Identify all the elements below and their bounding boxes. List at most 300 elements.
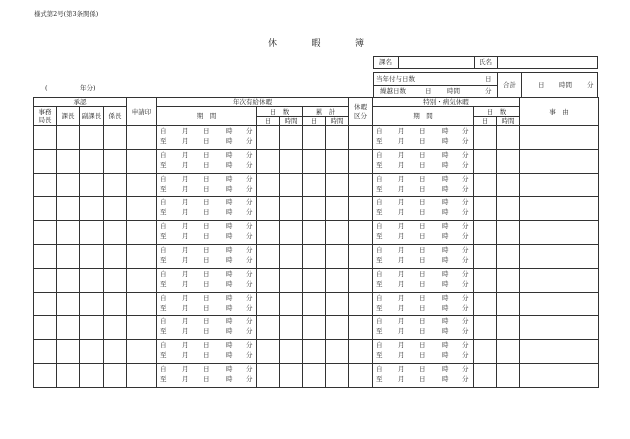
annual-period-cell-to-text: 分 (246, 351, 253, 360)
approval-cell-chief (57, 340, 80, 364)
special-period-cell-from-text: 日 (419, 364, 426, 373)
cumulative-hours-cell (326, 149, 349, 173)
annual-period-cell-to-text: 至 (160, 160, 167, 169)
annual-period-cell-to-text: 月 (182, 184, 189, 193)
approval-header: 承認 (34, 98, 127, 107)
special-period-cell-from-text: 時 (442, 127, 449, 135)
annual-period-cell-to-text: 日 (203, 374, 210, 383)
table-row (34, 363, 599, 387)
total-minute-unit: 分 (587, 81, 594, 89)
special-period-cell (373, 173, 474, 197)
cumulative-days-cell (303, 268, 326, 292)
cumulative-hours-cell (326, 126, 349, 150)
approval-cell-chief (57, 149, 80, 173)
special-period-cell-lines (373, 340, 473, 362)
annual-period-cell-from-text: 時 (226, 269, 233, 278)
special-period-cell-from-line (373, 342, 473, 349)
special-period-cell-from-text: 時 (442, 198, 449, 207)
special-period-cell-to-line (373, 352, 473, 359)
application-seal-header: 申請印 (127, 98, 157, 126)
annual-period-cell-from-line (157, 318, 256, 325)
approval-cell-deputy (80, 221, 104, 245)
annual-period-cell-from-text: 月 (182, 341, 189, 350)
annual-period-cell-from-text: 時 (226, 174, 233, 183)
annual-period-cell-to-text: 月 (182, 137, 189, 145)
table-body (34, 126, 599, 388)
carryover-minute-unit: 分 (485, 87, 492, 95)
reason-cell (520, 292, 599, 316)
special-period-cell-to-text: 分 (462, 184, 469, 193)
special-period-cell-from-text: 月 (398, 269, 405, 278)
special-period-cell-to-text: 分 (462, 303, 469, 312)
special-period-cell-from-text: 月 (398, 293, 405, 302)
approval-cell-deputy (80, 173, 104, 197)
special-period-cell-to-text: 月 (398, 160, 405, 169)
special-days-cell (474, 268, 497, 292)
approval-cell-deputy (80, 363, 104, 387)
cumulative-days-cell (303, 173, 326, 197)
special-period-cell-from-text: 自 (376, 222, 383, 231)
annual-period-cell-from-text: 分 (246, 150, 253, 159)
special-period-cell-from-text: 自 (376, 269, 383, 278)
annual-period-cell-to-text: 時 (226, 232, 233, 241)
annual-period-cell-from-line (157, 199, 256, 206)
special-period-cell-to-text: 日 (419, 255, 426, 264)
special-period-cell-to-text: 日 (419, 137, 426, 145)
approval-cell-director (34, 197, 57, 221)
special-days-cell (474, 149, 497, 173)
annual-period-cell-to-text: 日 (203, 255, 210, 264)
special-period-cell-to-text: 日 (419, 351, 426, 360)
special-period-cell-to-line (373, 209, 473, 216)
special-period-cell-from-line (373, 128, 473, 135)
special-hours-cell (497, 173, 520, 197)
annual-period-cell-to-text: 分 (246, 208, 253, 217)
annual-hours-cell (280, 197, 303, 221)
special-period-cell-to-text: 時 (442, 351, 449, 360)
annual-period-cell-to-line (157, 162, 256, 169)
annual-period-cell-to-line (157, 257, 256, 264)
special-period-cell-from-text: 分 (462, 150, 469, 159)
special-period-cell-lines (373, 174, 473, 196)
annual-period-cell-from-text: 日 (203, 341, 210, 350)
approval-cell-director (34, 126, 57, 150)
leave-type-header (349, 98, 373, 126)
leave-type-label: 休暇区分 (354, 103, 367, 120)
special-period-cell-from-line (373, 295, 473, 302)
annual-days-cell (257, 292, 280, 316)
approval-cell-subchief (104, 340, 127, 364)
seal-cell (127, 221, 157, 245)
special-period-cell-to-text: 分 (462, 351, 469, 360)
special-period-cell-from-text: 月 (398, 127, 405, 135)
special-period-cell-from-text: 日 (419, 150, 426, 159)
special-period-cell-from-text: 分 (462, 341, 469, 350)
annual-period-cell (157, 340, 257, 364)
special-period-cell-to-line (373, 281, 473, 288)
annual-period-cell-from-text: 日 (203, 245, 210, 254)
special-period-cell-to-text: 月 (398, 351, 405, 360)
special-hours-subheader: 時間 (497, 117, 520, 126)
special-period-cell-to-text: 月 (398, 184, 405, 193)
cumulative-days-cell (303, 316, 326, 340)
annual-days-cell (257, 340, 280, 364)
annual-period-cell-to-text: 分 (246, 137, 253, 145)
annual-period-cell-lines (157, 150, 256, 172)
table-row (34, 221, 599, 245)
special-period-cell-from-text: 自 (376, 174, 383, 183)
annual-period-cell (157, 173, 257, 197)
section-name-box (373, 56, 598, 69)
annual-period-cell-to-text: 至 (160, 327, 167, 336)
special-period-cell-from-text: 分 (462, 269, 469, 278)
special-period-cell-to-text: 日 (419, 303, 426, 312)
approval-cell-deputy (80, 126, 104, 150)
special-period-cell-to-line (373, 328, 473, 335)
annual-period-cell-to-line (157, 328, 256, 335)
cumulative-hours-cell (326, 292, 349, 316)
annual-period-cell-from-text: 自 (160, 150, 167, 159)
special-period-cell-from-text: 時 (442, 174, 449, 183)
annual-period-cell-lines (157, 126, 256, 148)
special-period-cell-to-text: 時 (442, 137, 449, 145)
annual-period-cell-to-text: 日 (203, 327, 210, 336)
special-period-cell-to-text: 至 (376, 184, 383, 193)
annual-period-cell-from-line (157, 247, 256, 254)
approval-cell-chief (57, 197, 80, 221)
approval-cell-subchief (104, 126, 127, 150)
annual-hours-cell (280, 244, 303, 268)
approval-cell-deputy (80, 197, 104, 221)
cumulative-day-subheader: 日 (303, 117, 326, 126)
special-period-cell-from-text: 月 (398, 222, 405, 231)
annual-period-cell-to-text: 時 (226, 208, 233, 217)
annual-period-cell-from-text: 月 (182, 174, 189, 183)
annual-hours-cell (280, 363, 303, 387)
cumulative-hours-cell (326, 363, 349, 387)
special-period-cell-from-text: 自 (376, 127, 383, 135)
annual-days-cell (257, 268, 280, 292)
leave-type-cell (349, 268, 373, 292)
special-period-cell-from-text: 時 (442, 269, 449, 278)
special-period-cell-to-text: 時 (442, 232, 449, 241)
special-period-cell-to-text: 分 (462, 232, 469, 241)
special-period-cell-to-text: 時 (442, 160, 449, 169)
reason-cell (520, 244, 599, 268)
annual-period-cell-to-line (157, 352, 256, 359)
approval-cell-chief (57, 126, 80, 150)
seal-cell (127, 363, 157, 387)
leave-type-cell (349, 197, 373, 221)
reason-cell (520, 268, 599, 292)
special-period-cell-to-text: 月 (398, 137, 405, 145)
special-period-cell-from-text: 日 (419, 317, 426, 326)
special-period-cell-to-text: 至 (376, 327, 383, 336)
special-days-cell (474, 244, 497, 268)
special-period-cell-to-text: 日 (419, 327, 426, 336)
special-period-cell-to-text: 至 (376, 255, 383, 264)
annual-hours-subheader: 時間 (280, 117, 303, 126)
annual-period-cell-from-text: 時 (226, 245, 233, 254)
special-period-cell-from-text: 分 (462, 245, 469, 254)
annual-days-cell (257, 363, 280, 387)
special-period-cell-from-text: 分 (462, 317, 469, 326)
special-period-cell-from-text: 自 (376, 245, 383, 254)
annual-period-cell (157, 244, 257, 268)
special-period-cell-to-text: 月 (398, 327, 405, 336)
approver-deputy-header: 副課長 (80, 107, 104, 126)
annual-period-cell-lines (157, 221, 256, 243)
cumulative-days-cell (303, 244, 326, 268)
reason-header: 事 由 (520, 98, 599, 126)
special-period-cell-from-text: 月 (398, 198, 405, 207)
special-period-cell-to-text: 分 (462, 208, 469, 217)
annual-period-cell-to-text: 日 (203, 208, 210, 217)
section-label: 課名 (379, 58, 392, 66)
special-period-cell (373, 221, 474, 245)
approval-cell-director (34, 173, 57, 197)
form-number: 様式第2号(第3条関係) (34, 10, 99, 18)
annual-period-cell-from-line (157, 271, 256, 278)
special-period-cell-from-text: 日 (419, 174, 426, 183)
annual-hours-cell (280, 316, 303, 340)
special-period-cell (373, 340, 474, 364)
cumulative-header: 累 計 (303, 107, 349, 117)
special-period-cell-from-text: 月 (398, 364, 405, 373)
special-day-subheader: 日 (474, 117, 497, 126)
special-hours-cell (497, 316, 520, 340)
annual-period-cell-to-line (157, 281, 256, 288)
divider-line (521, 73, 522, 98)
special-period-cell-to-text: 至 (376, 160, 383, 169)
approval-cell-chief (57, 292, 80, 316)
special-hours-cell (497, 244, 520, 268)
special-period-cell-lines (373, 221, 473, 243)
leave-type-cell (349, 316, 373, 340)
special-period-cell-from-text: 自 (376, 364, 383, 373)
annual-period-cell-to-text: 至 (160, 255, 167, 264)
annual-period-cell-lines (157, 245, 256, 267)
annual-grant-label: 当年付与日数 (376, 75, 415, 83)
special-period-cell-from-text: 分 (462, 364, 469, 373)
annual-period-cell-to-text: 時 (226, 303, 233, 312)
annual-period-cell-to-text: 月 (182, 327, 189, 336)
annual-period-cell-from-text: 日 (203, 198, 210, 207)
special-period-cell-from-line (373, 366, 473, 373)
special-days-cell (474, 126, 497, 150)
approval-cell-subchief (104, 268, 127, 292)
annual-period-cell-to-text: 時 (226, 374, 233, 383)
special-period-cell-lines (373, 197, 473, 219)
annual-period-cell-from-text: 自 (160, 198, 167, 207)
special-period-cell-from-text: 時 (442, 222, 449, 231)
annual-period-cell-to-text: 月 (182, 208, 189, 217)
year-label: ( 年分) (45, 84, 96, 92)
special-period-cell-from-text: 日 (419, 127, 426, 135)
reason-cell (520, 173, 599, 197)
special-period-cell-to-text: 日 (419, 208, 426, 217)
special-period-cell-to-text: 時 (442, 374, 449, 383)
special-hours-cell (497, 126, 520, 150)
annual-hours-cell (280, 221, 303, 245)
annual-period-cell-to-text: 分 (246, 160, 253, 169)
annual-period-cell-from-text: 日 (203, 222, 210, 231)
annual-period-cell-from-text: 時 (226, 127, 233, 135)
special-period-cell (373, 197, 474, 221)
special-period-cell-lines (373, 150, 473, 172)
annual-period-cell-from-line (157, 342, 256, 349)
annual-period-cell-from-text: 時 (226, 341, 233, 350)
approval-cell-director (34, 292, 57, 316)
approval-cell-director (34, 340, 57, 364)
annual-period-cell-to-text: 至 (160, 374, 167, 383)
annual-period-cell-to-text: 至 (160, 279, 167, 288)
total-day-unit: 日 (538, 81, 545, 89)
special-hours-cell (497, 149, 520, 173)
special-period-cell-from-line (373, 223, 473, 230)
reason-cell (520, 149, 599, 173)
annual-period-cell-from-text: 分 (246, 293, 253, 302)
special-period-cell (373, 316, 474, 340)
special-period-cell-from-text: 自 (376, 150, 383, 159)
special-period-cell-to-line (373, 376, 473, 383)
special-hours-cell (497, 292, 520, 316)
special-period-cell-from-line (373, 318, 473, 325)
leave-type-cell (349, 244, 373, 268)
annual-period-cell-from-line (157, 295, 256, 302)
special-period-cell-to-line (373, 257, 473, 264)
annual-days-header: 日 数 (257, 107, 303, 117)
special-period-cell-from-text: 日 (419, 293, 426, 302)
seal-cell (127, 149, 157, 173)
divider-line (374, 85, 497, 86)
annual-period-cell-to-text: 日 (203, 160, 210, 169)
annual-days-cell (257, 149, 280, 173)
special-period-cell-from-text: 自 (376, 293, 383, 302)
special-period-cell-from-text: 時 (442, 150, 449, 159)
cumulative-days-cell (303, 221, 326, 245)
approval-cell-director (34, 316, 57, 340)
special-period-cell-from-text: 自 (376, 317, 383, 326)
special-period-cell-from-text: 時 (442, 317, 449, 326)
annual-period-cell-to-text: 分 (246, 374, 253, 383)
special-period-cell-to-text: 月 (398, 255, 405, 264)
leave-days-box (373, 72, 598, 98)
annual-period-cell-from-text: 分 (246, 127, 253, 135)
approval-cell-deputy (80, 149, 104, 173)
annual-hours-cell (280, 340, 303, 364)
special-period-cell-from-text: 分 (462, 127, 469, 135)
special-period-cell-to-text: 至 (376, 279, 383, 288)
annual-period-cell-lines (157, 293, 256, 315)
seal-cell (127, 292, 157, 316)
approval-cell-director (34, 268, 57, 292)
annual-hours-cell (280, 173, 303, 197)
annual-period-cell-from-line (157, 366, 256, 373)
cumulative-days-cell (303, 340, 326, 364)
annual-period-cell-from-line (157, 152, 256, 159)
special-period-cell-from-line (373, 247, 473, 254)
name-label: 氏名 (479, 58, 492, 66)
annual-period-cell-to-line (157, 186, 256, 193)
special-period-cell-from-line (373, 271, 473, 278)
leave-type-cell (349, 292, 373, 316)
cumulative-hours-cell (326, 244, 349, 268)
divider-line (497, 73, 498, 98)
special-period-cell (373, 268, 474, 292)
special-period-cell-from-text: 日 (419, 269, 426, 278)
special-period-cell-from-text: 分 (462, 293, 469, 302)
annual-period-cell-from-text: 分 (246, 222, 253, 231)
cumulative-days-cell (303, 363, 326, 387)
page-title: 休暇簿 (268, 39, 399, 49)
annual-period-cell-lines (157, 174, 256, 196)
special-period-cell-from-line (373, 152, 473, 159)
annual-period-cell-to-text: 至 (160, 184, 167, 193)
special-period-cell (373, 363, 474, 387)
special-period-cell-from-text: 分 (462, 198, 469, 207)
special-period-cell-to-text: 至 (376, 137, 383, 145)
approval-cell-deputy (80, 268, 104, 292)
table-row (34, 126, 599, 150)
special-period-cell-to-text: 分 (462, 327, 469, 336)
annual-days-cell (257, 173, 280, 197)
special-period-cell-to-text: 分 (462, 255, 469, 264)
annual-period-cell-from-text: 時 (226, 150, 233, 159)
special-days-header: 日 数 (474, 107, 520, 117)
approver-director-header (34, 107, 57, 126)
annual-days-cell (257, 197, 280, 221)
special-hours-cell (497, 340, 520, 364)
annual-period-cell-from-text: 自 (160, 317, 167, 326)
annual-period-cell-to-text: 分 (246, 303, 253, 312)
annual-period-cell-to-text: 分 (246, 232, 253, 241)
special-days-cell (474, 363, 497, 387)
annual-period-cell-to-text: 時 (226, 255, 233, 264)
annual-period-cell-to-text: 時 (226, 160, 233, 169)
annual-period-cell-from-text: 月 (182, 222, 189, 231)
approval-cell-subchief (104, 292, 127, 316)
special-period-cell (373, 149, 474, 173)
approval-cell-subchief (104, 173, 127, 197)
annual-period-cell-from-text: 月 (182, 317, 189, 326)
annual-period-cell (157, 316, 257, 340)
special-period-cell-to-text: 日 (419, 232, 426, 241)
table-row (34, 149, 599, 173)
annual-period-cell-to-text: 日 (203, 184, 210, 193)
annual-period-cell-to-text: 月 (182, 351, 189, 360)
special-period-cell-to-text: 月 (398, 279, 405, 288)
leave-type-cell (349, 340, 373, 364)
approval-cell-subchief (104, 316, 127, 340)
annual-period-cell-to-text: 月 (182, 255, 189, 264)
special-period-cell-from-text: 時 (442, 364, 449, 373)
special-period-cell-to-text: 月 (398, 303, 405, 312)
leave-record-table (33, 97, 599, 388)
annual-days-cell (257, 244, 280, 268)
annual-period-cell-from-text: 月 (182, 150, 189, 159)
annual-period-cell-to-text: 月 (182, 232, 189, 241)
annual-hours-cell (280, 292, 303, 316)
seal-cell (127, 126, 157, 150)
annual-period-cell-to-text: 至 (160, 303, 167, 312)
annual-day-subheader: 日 (257, 117, 280, 126)
leave-type-cell (349, 126, 373, 150)
special-period-cell-to-text: 日 (419, 374, 426, 383)
reason-cell (520, 363, 599, 387)
annual-period-cell-from-text: 自 (160, 341, 167, 350)
approval-cell-chief (57, 221, 80, 245)
